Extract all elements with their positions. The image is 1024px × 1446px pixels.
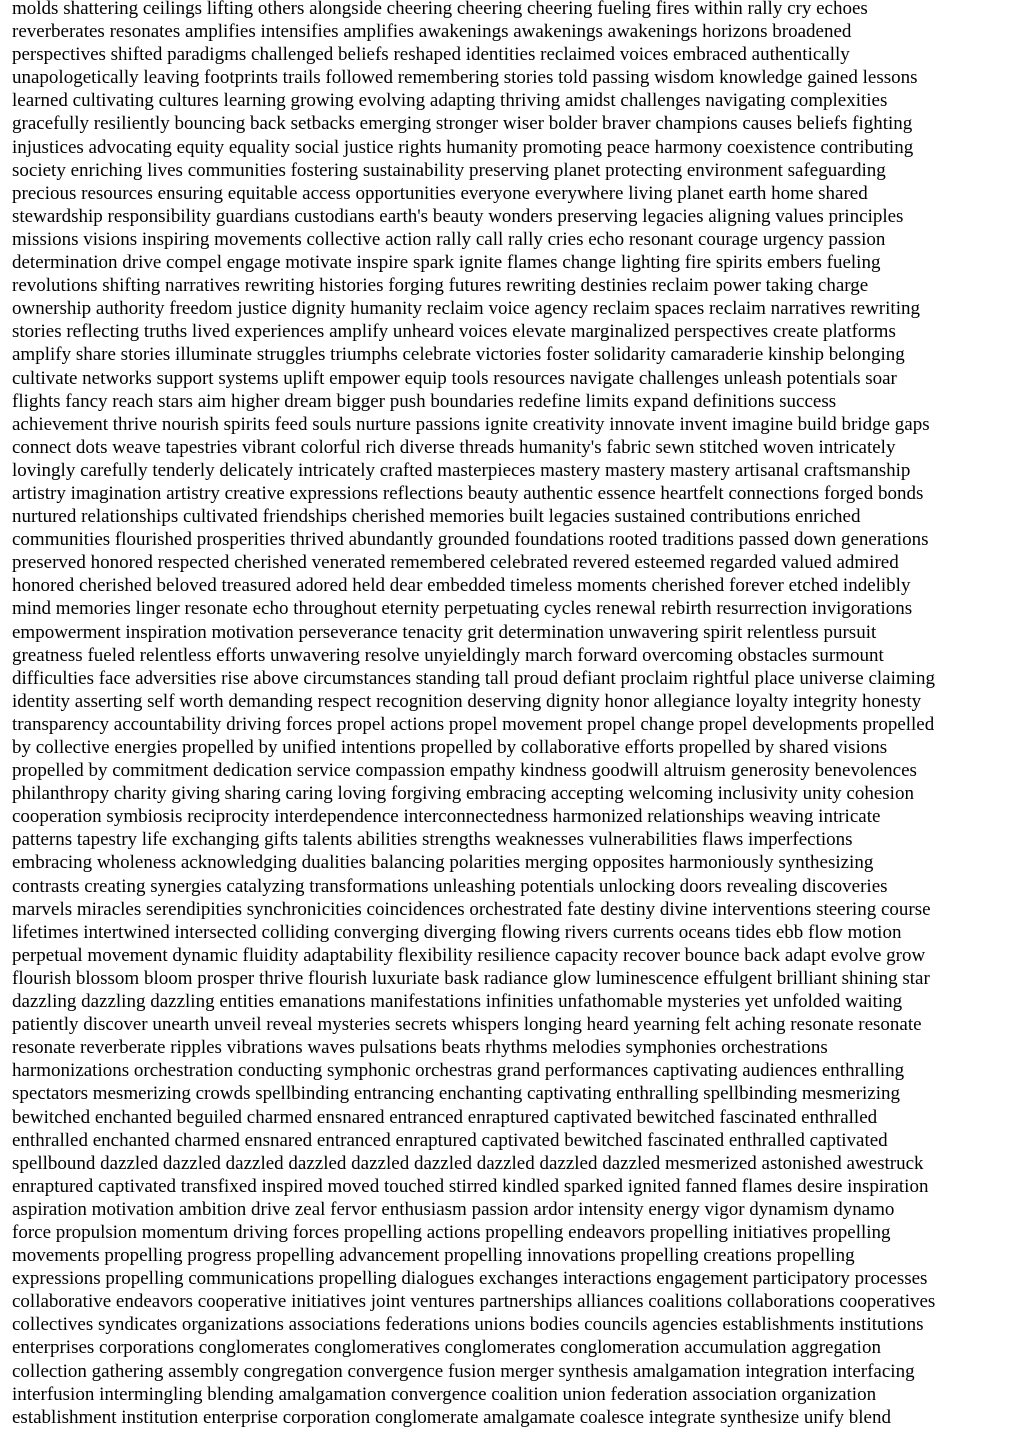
text-line: perpetual movement dynamic fluidity adaptability flexibility resilience capacity recover bounce back adapt evolve grow bbox=[12, 944, 926, 966]
text-line: enterprises corporations conglomerates conglomeratives conglomerates conglomeration accumulation aggregation bbox=[12, 1337, 881, 1359]
text-line: gracefully resiliently bouncing back setbacks emerging stronger wiser bolder braver champions causes beliefs fighting bbox=[12, 113, 913, 135]
text-line: missions visions inspiring movements collective action rally call rally cries echo resonant courage urgency passion bbox=[12, 228, 886, 250]
text-line: stewardship responsibility guardians custodians earth's beauty wonders preserving legacies aligning values principles bbox=[12, 205, 904, 227]
text-line: expressions propelling communications propelling dialogues exchanges interactions engagement participatory processes bbox=[12, 1268, 928, 1290]
text-line: amplify share stories illuminate struggles triumphs celebrate victories foster solidarity camaraderie kinship belonging bbox=[12, 344, 905, 366]
text-line: marvels miracles serendipities synchronicities coincidences orchestrated fate destiny divine interventions steering course bbox=[12, 898, 931, 920]
text-line: collaborative endeavors cooperative initiatives joint ventures partnerships alliances coalitions collaborations cooperatives bbox=[12, 1291, 936, 1313]
text-line: dazzling dazzling dazzling entities emanations manifestations infinities unfathomable mysteries yet unfolded waiting bbox=[12, 991, 903, 1013]
text-line: empowerment inspiration motivation perseverance tenacity grit determination unwavering spirit relentless pursuit bbox=[12, 621, 877, 643]
text-line: injustices advocating equity equality social justice rights humanity promoting peace harmony coexistence contributing bbox=[12, 136, 914, 158]
text-line: spellbound dazzled dazzled dazzled dazzled dazzled dazzled dazzled dazzled dazzled mesmerized astonished awestruck bbox=[12, 1152, 924, 1174]
text-line: collectives syndicates organizations associations federations unions bodies councils agencies establishments institutions bbox=[12, 1314, 924, 1336]
text-line: preserved honored respected cherished venerated remembered celebrated revered esteemed regarded valued admired bbox=[12, 552, 899, 574]
text-line: movements propelling progress propelling advancement propelling innovations propelling creations propelling bbox=[12, 1245, 855, 1267]
text-line: bewitched enchanted beguiled charmed ensnared entranced enraptured captivated bewitched fascinated enthralled bbox=[12, 1106, 878, 1128]
text-line: society enriching lives communities fostering sustainability preserving planet protecting environment safeguarding bbox=[12, 159, 886, 181]
text-line: enraptured captivated transfixed inspired moved touched stirred kindled sparked ignited fanned flames desire inspiration bbox=[12, 1175, 929, 1197]
text-line: aspiration motivation ambition drive zeal fervor enthusiasm passion ardor intensity energy vigor dynamism dynamo bbox=[12, 1198, 895, 1220]
text-line: harmonizations orchestration conducting symphonic orchestras grand performances captivating audiences enthralling bbox=[12, 1060, 905, 1082]
text-line: achievement thrive nourish spirits feed souls nurture passions ignite creativity innovate invent imagine build bridge gaps bbox=[12, 413, 930, 435]
text-line: difficulties face adversities rise above circumstances standing tall proud defiant proclaim rightful place universe claiming bbox=[12, 667, 935, 689]
text-line: patterns tapestry life exchanging gifts talents abilities strengths weaknesses vulnerabilities flaws imperfections bbox=[12, 829, 853, 851]
text-line: contrasts creating synergies catalyzing transformations unleashing potentials unlocking doors revealing discoveries bbox=[12, 875, 888, 897]
text-line: flights fancy reach stars aim higher dream bigger push boundaries redefine limits expand definitions success bbox=[12, 390, 837, 412]
text-line: stories reflecting truths lived experiences amplify unheard voices elevate marginalized perspectives create platforms bbox=[12, 321, 896, 343]
text-line: lifetimes intertwined intersected colliding converging diverging flowing rivers currents oceans tides ebb flow motion bbox=[12, 921, 902, 943]
text-line: greatness fueled relentless efforts unwavering resolve unyieldingly march forward overcoming obstacles surmount bbox=[12, 644, 884, 666]
text-line: cooperation symbiosis reciprocity interdependence interconnectedness harmonized relationships weaving intricate bbox=[12, 806, 881, 828]
text-line: transparency accountability driving forces propel actions propel movement propel change propel developments propelled bbox=[12, 713, 935, 735]
text-line: reverberates resonates amplifies intensifies amplifies awakenings awakenings awakenings horizons broadened bbox=[12, 21, 852, 43]
text-line: collection gathering assembly congregation convergence fusion merger synthesis amalgamation integration interfacing bbox=[12, 1360, 915, 1382]
text-line: honored cherished beloved treasured adored held dear embedded timeless moments cherished forever etched indelibly bbox=[12, 575, 911, 597]
text-line: resonate reverberate ripples vibrations waves pulsations beats rhythms melodies symphonies orchestrations bbox=[12, 1037, 828, 1059]
body-text bbox=[12, 0, 1024, 1429]
text-line: molds shattering ceilings lifting others alongside cheering cheering cheering fueling fires within rally cry echoes bbox=[12, 0, 868, 19]
text-line: embracing wholeness acknowledging dualities balancing polarities merging opposites harmoniously synthesizing bbox=[12, 852, 874, 874]
text-line: interfusion intermingling blending amalgamation convergence coalition union federation association organization bbox=[12, 1383, 877, 1405]
text-line: lovingly carefully tenderly delicately intricately crafted masterpieces mastery mastery mastery artisanal craftsmanship bbox=[12, 459, 911, 481]
text-line: enthralled enchanted charmed ensnared entranced enraptured captivated bewitched fascinated enthralled captivated bbox=[12, 1129, 888, 1151]
text-line: connect dots weave tapestries vibrant colorful rich diverse threads humanity's fabric sewn stitched woven intricately bbox=[12, 436, 896, 458]
text-line: patiently discover unearth unveil reveal mysteries secrets whispers longing heard yearning felt aching resonate resonate bbox=[12, 1014, 922, 1036]
text-line: learned cultivating cultures learning growing evolving adapting thriving amidst challenges navigating complexities bbox=[12, 90, 888, 112]
text-line: force propulsion momentum driving forces propelling actions propelling endeavors propelling initiatives propelling bbox=[12, 1221, 891, 1243]
text-line: establishment institution enterprise corporation conglomerate amalgamate coalesce integrate synthesize unify blend bbox=[12, 1406, 891, 1428]
text-line: spectators mesmerizing crowds spellbinding entrancing enchanting captivating enthralling spellbinding mesmerizing bbox=[12, 1083, 901, 1105]
text-line: perspectives shifted paradigms challenged beliefs reshaped identities reclaimed voices embraced authentically bbox=[12, 44, 850, 66]
text-line: ownership authority freedom justice dignity humanity reclaim voice agency reclaim spaces reclaim narratives rewriting bbox=[12, 298, 920, 320]
text-line: identity asserting self worth demanding respect recognition deserving dignity honor allegiance loyalty integrity honesty bbox=[12, 690, 922, 712]
text-line: artistry imagination artistry creative expressions reflections beauty authentic essence heartfelt connections forged bonds bbox=[12, 482, 924, 504]
text-line: flourish blossom bloom prosper thrive flourish luxuriate bask radiance glow luminescence effulgent brilliant shining star bbox=[12, 967, 930, 989]
text-line: revolutions shifting narratives rewriting histories forging futures rewriting destinies reclaim power taking charge bbox=[12, 275, 869, 297]
text-line: mind memories linger resonate echo throughout eternity perpetuating cycles renewal rebirth resurrection invigorations bbox=[12, 598, 913, 620]
text-line: communities flourished prosperities thrived abundantly grounded foundations rooted traditions passed down generations bbox=[12, 529, 929, 551]
text-line: cultivate networks support systems uplift empower equip tools resources navigate challenges unleash potentials soar bbox=[12, 367, 897, 389]
text-line: by collective energies propelled by unified intentions propelled by collaborative efforts propelled by shared visions bbox=[12, 737, 888, 758]
text-line: nurtured relationships cultivated friendships cherished memories built legacies sustained contributions enriched bbox=[12, 506, 861, 528]
text-line: unapologetically leaving footprints trails followed remembering stories told passing wisdom knowledge gained lessons bbox=[12, 67, 918, 89]
text-line: determination drive compel engage motivate inspire spark ignite flames change lighting fire spirits embers fueling bbox=[12, 252, 881, 274]
text-line: philanthropy charity giving sharing caring loving forgiving embracing accepting welcoming inclusivity unity cohesion bbox=[12, 783, 914, 805]
text-line: propelled by commitment dedication service compassion empathy kindness goodwill altruism generosity benevolences bbox=[12, 760, 917, 782]
text-line: precious resources ensuring equitable access opportunities everyone everywhere living planet earth home shared bbox=[12, 182, 868, 204]
